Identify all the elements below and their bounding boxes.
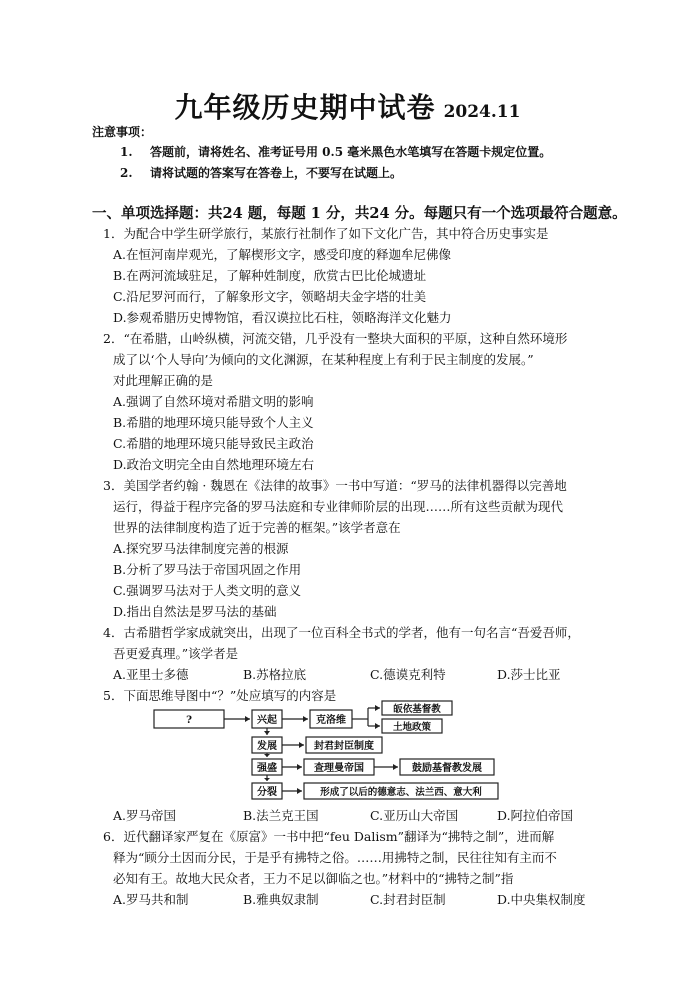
diagram-label-rise: 兴起 — [257, 715, 277, 726]
question-stem: 世界的法律制度构造了近于完善的框架。”该学者意在 — [113, 520, 401, 535]
question-stem: 1．为配合中学生研学旅行，某旅行社制作了如下文化广告，其中符合历史事实是 — [103, 226, 549, 241]
page-title: 九年级历史期中试卷 — [174, 91, 436, 124]
question-stem: 2．“在希腊，山岭纵横，河流交错，几乎没有一整块大面积的平原，这种自然环境形 — [103, 331, 568, 346]
option: C.强调罗马法对于人类文明的意义 — [113, 583, 302, 598]
exam-date: 2024.11 — [443, 102, 521, 122]
diagram-label-fief: 封君封臣制度 — [314, 741, 374, 752]
diagram-label-promote: 鼓励基督教发展 — [412, 763, 482, 774]
option: B.在两河流域驻足，了解种姓制度，欣赏古巴比伦城遗址 — [113, 268, 427, 283]
option: B.法兰克王国 — [243, 808, 319, 823]
note-item — [120, 164, 402, 181]
diagram-label-split: 分裂 — [257, 787, 277, 798]
option: D.阿拉伯帝国 — [497, 808, 574, 823]
diagram-label-formed: 形成了以后的德意志、法兰西、意大利 — [320, 787, 482, 798]
section-heading: 一、单项选择题：共24 题，每题 1 分，共24 分。每题只有一个选项最符合题意。 — [92, 205, 627, 222]
option: D.政治文明完全由自然地理环境左右 — [113, 457, 315, 472]
note-number: 2. — [120, 166, 133, 180]
question-stem: 吾更爱真理。”该学者是 — [113, 646, 239, 661]
question-stem: 5．下面思维导图中“？”处应填写的内容是 — [103, 688, 337, 703]
question-stem: 运行，得益于程序完备的罗马法庭和专业律师阶层的出现……所有这些贡献为现代 — [113, 499, 564, 514]
option: D.参观希腊历史博物馆，看汉谟拉比石柱，领略海洋文化魅力 — [113, 310, 452, 325]
option: C.德谟克利特 — [370, 667, 446, 682]
note-number: 1. — [120, 145, 133, 159]
question-stem: 释为“顾分土因而分民，于是乎有拂特之俗。……用拂特之制，民往往知有主而不 — [113, 850, 557, 865]
diagram-label-strong: 强盛 — [257, 763, 277, 774]
option: D.莎士比亚 — [497, 667, 561, 682]
mind-map-diagram — [140, 698, 500, 802]
option: C.沿尼罗河而行，了解象形文字，领略胡夫金字塔的壮美 — [113, 289, 427, 304]
diagram-label-develop: 发展 — [257, 741, 277, 752]
diagram-label-convert: 皈依基督教 — [393, 704, 441, 715]
option: B.苏格拉底 — [243, 667, 307, 682]
diagram-label-question: ? — [186, 715, 192, 726]
question-stem: 必知有王。故地大民众者，王力不足以御临之也。”材料中的“拂特之制”指 — [113, 871, 514, 886]
option: A.探究罗马法律制度完善的根源 — [113, 541, 289, 556]
note-text: 请将试题的答案写在答卷上，不要写在试题上。 — [150, 166, 403, 180]
option: A.强调了自然环境对希腊文明的影响 — [113, 394, 314, 409]
question-stem: 成了以‘个人导向’为倾向的文化渊源，在某种程度上有利于民主制度的发展。” — [113, 352, 534, 367]
option: B.分析了罗马法于帝国巩固之作用 — [113, 562, 302, 577]
option: D.指出自然法是罗马法的基础 — [113, 604, 277, 619]
notes-heading: 注意事项： — [92, 125, 153, 139]
option: D.中央集权制度 — [497, 892, 586, 907]
option: A.罗马帝国 — [113, 808, 177, 823]
question-stem: 6．近代翻译家严复在《原富》一书中把“feu Dalism”翻译为“拂特之制”，进而解 — [103, 829, 555, 844]
question-stem: 对此理解正确的是 — [113, 373, 214, 388]
option: C.亚历山大帝国 — [370, 808, 459, 823]
option: B.希腊的地理环境只能导致个人主义 — [113, 415, 314, 430]
page-title-block — [0, 86, 695, 126]
option: A.在恒河南岸观光，了解楔形文字，感受印度的释迦牟尼佛像 — [113, 247, 452, 262]
diagram-label-clovis: 克洛维 — [316, 715, 346, 726]
option: A.罗马共和制 — [113, 892, 189, 907]
question-stem: 4．古希腊哲学家成就突出，出现了一位百科全书式的学者，他有一句名言“吾爱吾师， — [103, 625, 580, 640]
note-text: 答题前，请将姓名、准考证号用 0.5 毫米黑色水笔填写在答题卡规定位置。 — [150, 145, 552, 159]
diagram-label-charlemagne: 查理曼帝国 — [314, 763, 364, 774]
note-item — [120, 143, 551, 160]
option: C.封君封臣制 — [370, 892, 446, 907]
diagram-label-land: 土地政策 — [392, 722, 432, 733]
option: B.雅典奴隶制 — [243, 892, 319, 907]
option: A.亚里士多德 — [113, 667, 189, 682]
option: C.希腊的地理环境只能导致民主政治 — [113, 436, 314, 451]
question-stem: 3．美国学者约翰 · 魏恩在《法律的故事》一书中写道：“罗马的法律机器得以完善地 — [103, 478, 567, 493]
